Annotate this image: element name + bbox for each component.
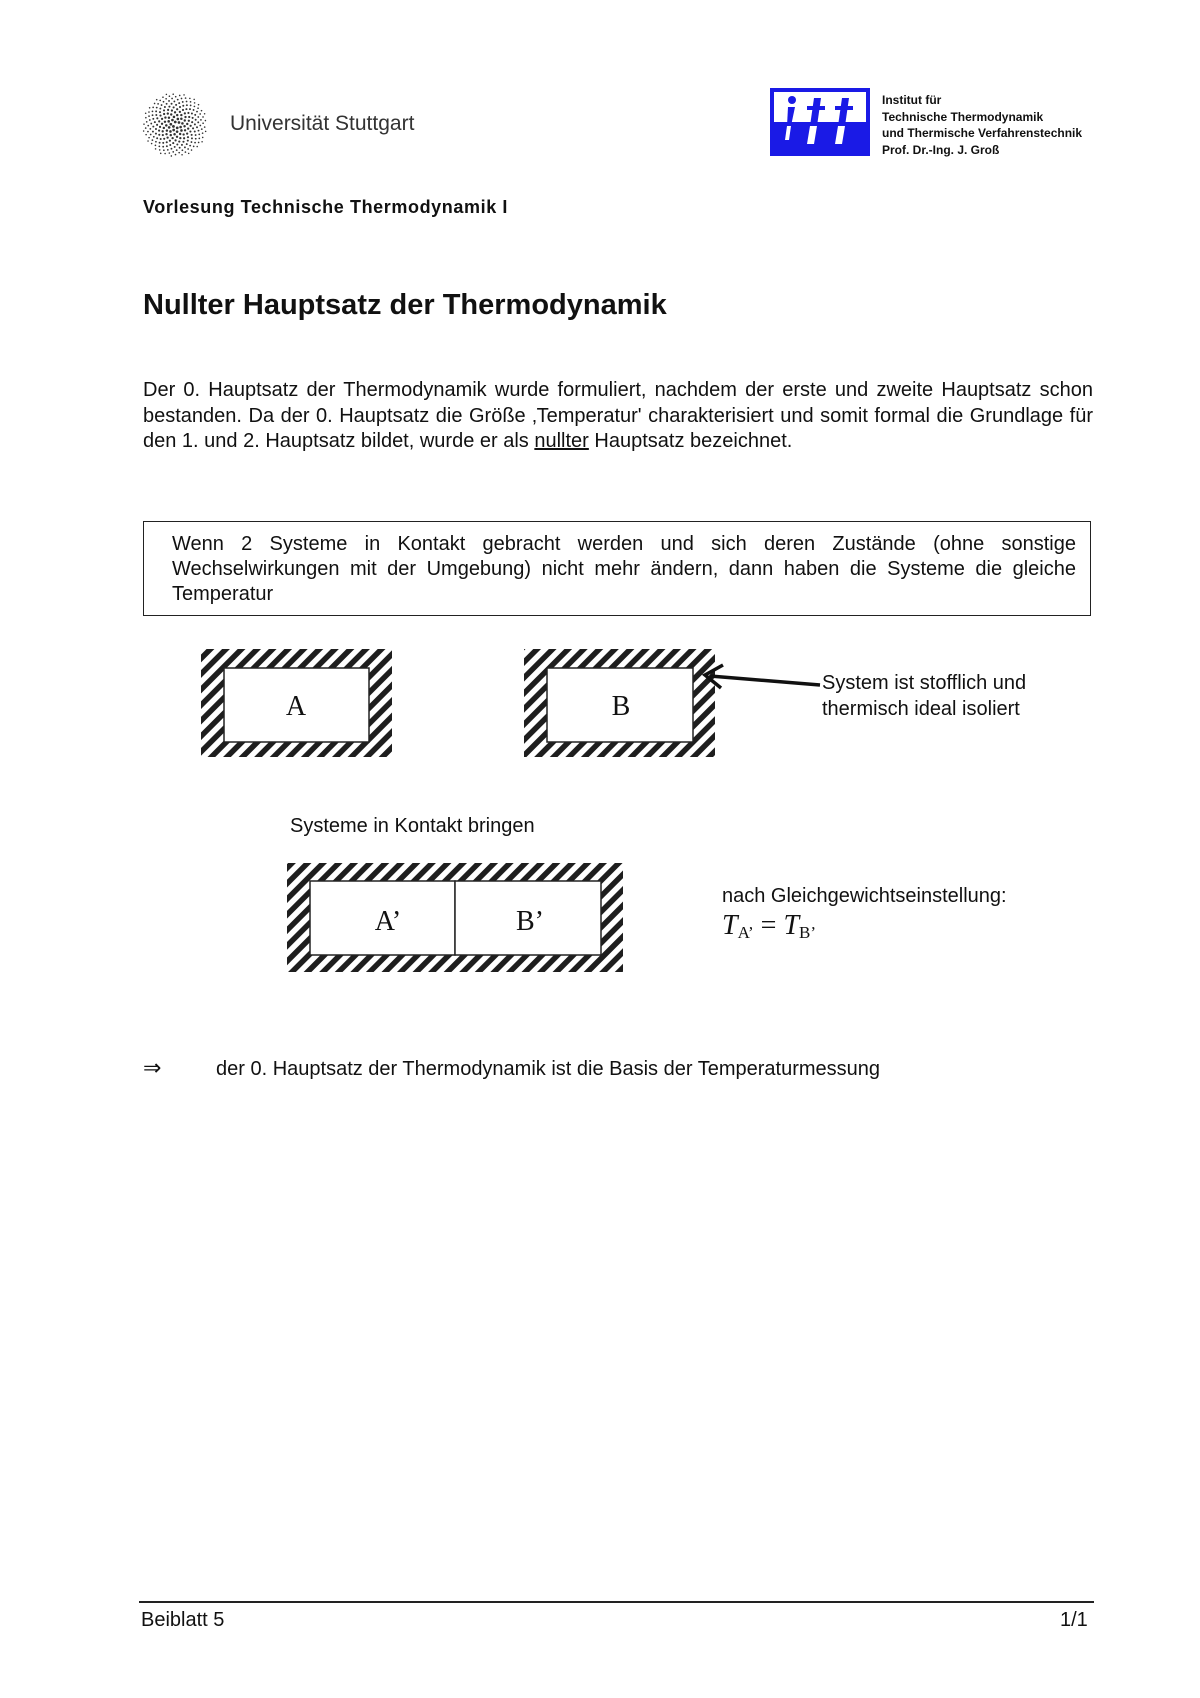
- equation-lhs-symbol: T: [722, 910, 738, 941]
- logo-dot: [192, 127, 194, 129]
- isolation-note-line: thermisch ideal isoliert: [822, 698, 1020, 720]
- logo-dot: [161, 123, 163, 125]
- logo-dot: [173, 106, 175, 108]
- logo-dot: [196, 126, 198, 128]
- logo-dot: [171, 137, 173, 139]
- logo-dot: [163, 149, 165, 151]
- logo-dot: [204, 113, 206, 115]
- logo-dot: [191, 112, 193, 114]
- logo-dot: [171, 148, 173, 150]
- logo-dot: [164, 116, 166, 118]
- logo-dot: [186, 104, 188, 106]
- logo-dot: [179, 133, 181, 135]
- logo-dot: [174, 139, 176, 141]
- logo-dot: [163, 109, 165, 111]
- logo-dot: [185, 108, 187, 110]
- logo-dot: [197, 121, 199, 123]
- logo-dot: [183, 137, 185, 139]
- intro-paragraph: [143, 378, 1093, 455]
- logo-dot: [172, 125, 175, 128]
- logo-dot: [201, 110, 203, 112]
- logo-dot: [182, 133, 184, 135]
- logo-dot: [173, 100, 175, 102]
- logo-dot: [177, 118, 180, 121]
- system-a-prime-label: A’: [374, 906, 402, 937]
- logo-dot: [198, 134, 200, 136]
- logo-dot: [195, 138, 197, 140]
- logo-dot: [172, 142, 174, 144]
- logo-dot: [156, 124, 158, 126]
- logo-dot: [169, 123, 172, 126]
- logo-dot: [149, 119, 151, 121]
- logo-dot: [158, 146, 160, 148]
- logo-dot: [194, 114, 196, 116]
- contact-label: Systeme in Kontakt bringen: [290, 815, 535, 837]
- logo-dot: [185, 97, 187, 99]
- logo-dot: [198, 142, 200, 144]
- logo-dot: [149, 128, 151, 130]
- logo-dot: [176, 144, 178, 146]
- logo-dot: [179, 111, 181, 113]
- footer-sheet-label: Beiblatt 5: [141, 1609, 225, 1631]
- logo-dot: [179, 126, 182, 129]
- logo-dot: [184, 116, 186, 118]
- system-a-label: A: [285, 691, 307, 722]
- logo-dot: [191, 134, 193, 136]
- logo-dot: [155, 110, 157, 112]
- logo-dot: [155, 133, 157, 135]
- logo-dot: [197, 107, 199, 109]
- logo-dot: [161, 104, 163, 106]
- logo-dot: [187, 140, 189, 142]
- logo-dot: [171, 155, 173, 157]
- system-b-label: B: [611, 691, 631, 722]
- logo-dot: [152, 131, 154, 133]
- logo-dot: [148, 111, 150, 113]
- logo-dot: [171, 119, 174, 122]
- logo-dot: [166, 145, 168, 147]
- logo-dot: [172, 93, 174, 95]
- logo-dot: [153, 136, 155, 138]
- logo-dot: [171, 98, 173, 100]
- logo-dot: [179, 147, 181, 149]
- logo-dot: [147, 140, 149, 142]
- logo-dot: [159, 108, 161, 110]
- logo-dot: [190, 101, 192, 103]
- logo-dot: [189, 108, 191, 110]
- logo-dot: [159, 115, 161, 117]
- logo-dot: [180, 114, 182, 116]
- intro-text-before: Der 0. Hauptsatz der Thermodynamik wurde formuliert, nachdem der erste und zweite Hauptsatz schon bestanden. Da der 0. Hauptsatz die Größe ‚Temperatur' charakterisiert und somit formal die Grundlage für den 1. und 2. Hauptsatz bildet, wurde er als: [143, 379, 1093, 452]
- equation-rhs-sub: B’: [799, 923, 817, 942]
- equation-lhs-sub: A’: [737, 923, 754, 942]
- logo-dot: [162, 130, 164, 132]
- logo-dot: [150, 134, 152, 136]
- logo-dot: [156, 99, 158, 101]
- logo-dot: [156, 117, 158, 119]
- logo-dot: [199, 113, 201, 115]
- logo-dot: [155, 148, 157, 150]
- logo-dot: [198, 104, 200, 106]
- logo-dot: [163, 101, 165, 103]
- logo-dot: [179, 137, 181, 139]
- logo-dot: [162, 142, 164, 144]
- logo-dot: [155, 145, 157, 147]
- logo-dot: [201, 128, 203, 130]
- logo-dot: [169, 95, 171, 97]
- logo-dot: [156, 137, 158, 139]
- logo-dot: [158, 134, 160, 136]
- logo-dot: [183, 94, 185, 96]
- logo-dot: [168, 126, 171, 129]
- logo-dot: [167, 120, 170, 123]
- logo-dot: [195, 119, 197, 121]
- institute-line: Technische Thermodynamik: [882, 109, 1044, 124]
- logo-dot: [154, 103, 156, 105]
- logo-dot: [182, 101, 184, 103]
- university-name: Universität Stuttgart: [230, 112, 415, 135]
- logo-dot: [175, 104, 177, 106]
- logo-dot: [194, 142, 196, 144]
- logo-dot: [182, 141, 184, 143]
- logo-dot: [198, 130, 200, 132]
- logo-dot: [196, 111, 198, 113]
- logo-dot: [205, 120, 207, 122]
- logo-dot: [197, 116, 199, 118]
- lecture-title: Vorlesung Technische Thermodynamik I: [143, 197, 509, 217]
- footer-page-number: 1/1: [1060, 1609, 1088, 1631]
- logo-dot: [173, 116, 176, 119]
- logo-dot: [181, 149, 183, 151]
- logo-dot: [184, 146, 186, 148]
- implies-arrow-icon: ⇒: [143, 1056, 162, 1081]
- logo-dot: [174, 111, 176, 113]
- logo-dot: [181, 154, 183, 156]
- logo-dot: [192, 117, 194, 119]
- logo-dot: [190, 125, 192, 127]
- logo-dot: [152, 107, 154, 109]
- logo-dot: [159, 142, 161, 144]
- logo-dot: [181, 122, 184, 125]
- conclusion-text: der 0. Hauptsatz der Thermodynamik ist die Basis der Temperaturmessung: [216, 1058, 881, 1080]
- logo-dot: [193, 99, 195, 101]
- logo-dot: [176, 149, 178, 151]
- logo-dot: [152, 110, 154, 112]
- logo-dot: [195, 134, 197, 136]
- logo-dot: [183, 125, 185, 127]
- logo-dot: [178, 121, 181, 124]
- logo-dot: [194, 123, 196, 125]
- logo-dot: [181, 98, 183, 100]
- intro-underlined-word: nullter: [534, 430, 589, 452]
- logo-dot: [175, 154, 177, 156]
- logo-dot: [160, 153, 162, 155]
- logo-dot: [185, 151, 187, 153]
- university-logo-icon: [142, 92, 208, 158]
- logo-dot: [178, 102, 180, 104]
- logo-dot: [184, 119, 186, 121]
- logo-dot: [169, 140, 171, 142]
- logo-dot: [177, 99, 179, 101]
- logo-dot: [176, 130, 179, 133]
- logo-dot: [174, 121, 177, 124]
- isolation-arrow-line: [710, 676, 820, 685]
- logo-dot: [155, 114, 157, 116]
- logo-dot: [143, 130, 145, 132]
- logo-dot: [189, 98, 191, 100]
- logo-dot: [187, 136, 189, 138]
- logo-dot: [202, 122, 204, 124]
- logo-dot: [148, 137, 150, 139]
- logo-dot: [152, 114, 154, 116]
- logo-dot: [187, 112, 189, 114]
- logo-dot: [170, 134, 172, 136]
- logo-dot: [182, 105, 184, 107]
- logo-dot: [186, 123, 188, 125]
- logo-dot: [187, 148, 189, 150]
- logo-dot: [198, 138, 200, 140]
- logo-dot: [189, 130, 191, 132]
- logo-dot: [187, 127, 189, 129]
- logo-dot: [159, 111, 161, 113]
- logo-dot: [169, 130, 172, 133]
- logo-dot: [145, 113, 147, 115]
- logo-dot: [180, 117, 183, 120]
- equation-operator: =: [760, 910, 777, 941]
- logo-dot: [193, 146, 195, 148]
- logo-dot: [148, 115, 150, 117]
- logo-dot: [176, 108, 178, 110]
- itt-logo-icon: [770, 88, 870, 156]
- logo-dot: [160, 138, 162, 140]
- logo-dot: [172, 129, 175, 132]
- logo-dot: [155, 141, 157, 143]
- logo-dot: [164, 106, 166, 108]
- logo-dot: [194, 102, 196, 104]
- logo-dot: [167, 149, 169, 151]
- logo-dot: [186, 101, 188, 103]
- logo-dot: [158, 130, 160, 132]
- logo-dot: [168, 117, 170, 119]
- logo-dot: [190, 105, 192, 107]
- institute-line: Institut für: [882, 93, 942, 107]
- logo-dot: [188, 153, 190, 155]
- intro-text-after: Hauptsatz bezeichnet.: [588, 430, 793, 452]
- logo-dot: [180, 129, 183, 132]
- logo-dot: [174, 146, 176, 148]
- logo-dot: [166, 136, 168, 138]
- logo-dot: [191, 149, 193, 151]
- logo-dot: [202, 132, 204, 134]
- logo-dot: [157, 103, 159, 105]
- logo-dot: [152, 126, 154, 128]
- logo-dot: [200, 119, 202, 121]
- logo-dot: [159, 126, 161, 128]
- logo-dot: [165, 98, 167, 100]
- logo-dot: [172, 151, 174, 153]
- logo-dot: [178, 141, 180, 143]
- logo-dot: [162, 96, 164, 98]
- logo-dot: [204, 126, 206, 128]
- logo-dot: [205, 131, 207, 133]
- logo-dot: [199, 125, 201, 127]
- logo-dot: [178, 152, 180, 154]
- logo-dot: [151, 143, 153, 145]
- logo-dot: [163, 113, 165, 115]
- footer-divider: [139, 1601, 1094, 1603]
- logo-dot: [166, 94, 168, 96]
- logo-dot: [163, 138, 165, 140]
- logo-dot: [149, 107, 151, 109]
- logo-dot: [147, 131, 149, 133]
- logo-dot: [159, 149, 161, 151]
- logo-dot: [188, 120, 190, 122]
- logo-dot: [168, 100, 170, 102]
- logo-dot: [181, 144, 183, 146]
- logo-dot: [167, 112, 169, 114]
- logo-dot: [201, 141, 203, 143]
- logo-dot: [158, 120, 160, 122]
- law-statement-text: Wenn 2 Systeme in Kontakt gebracht werden und sich deren Zustände (ohne sonstige Wechselwirkungen mit der Umgebung) nicht mehr ändern, dann haben die Systeme die gleiche Temperatur: [172, 533, 1076, 605]
- logo-dot: [164, 121, 166, 123]
- logo-dot: [143, 123, 145, 125]
- logo-dot: [202, 137, 204, 139]
- logo-dot: [166, 103, 168, 105]
- logo-dot: [173, 133, 176, 136]
- logo-dot: [194, 106, 196, 108]
- logo-dot: [146, 121, 148, 123]
- logo-dot: [164, 153, 166, 155]
- logo-dot: [186, 133, 188, 135]
- logo-dot: [162, 134, 164, 136]
- logo-dot: [145, 127, 147, 129]
- isolation-note: [822, 670, 1026, 722]
- logo-dot: [191, 141, 193, 143]
- logo-dot: [162, 146, 164, 148]
- logo-dot: [165, 133, 167, 135]
- logo-dot: [171, 103, 173, 105]
- logo-dot: [191, 137, 193, 139]
- logo-dot: [189, 145, 191, 147]
- logo-dot: [154, 121, 156, 123]
- logo-dot: [176, 136, 178, 138]
- temperature-equation: [722, 910, 816, 943]
- logo-dot: [186, 143, 188, 145]
- logo-dot: [188, 116, 190, 118]
- logo-dot: [145, 117, 147, 119]
- logo-dot: [196, 146, 198, 148]
- institute-line: und Thermische Verfahrenstechnik: [882, 126, 1083, 140]
- logo-dot: [155, 128, 157, 130]
- isolation-note-line: System ist stofflich und: [822, 672, 1027, 694]
- logo-dot: [202, 116, 204, 118]
- logo-dot: [168, 106, 170, 108]
- logo-dot: [166, 141, 168, 143]
- logo-dot: [166, 129, 168, 131]
- system-b-prime-label: B’: [516, 906, 544, 937]
- logo-dot: [176, 127, 179, 130]
- logo-dot: [191, 121, 193, 123]
- logo-dot: [169, 144, 171, 146]
- logo-dot: [170, 113, 172, 115]
- logo-dot: [145, 134, 147, 136]
- logo-dot: [165, 124, 168, 127]
- logo-dot: [161, 118, 163, 120]
- logo-dot: [152, 139, 154, 141]
- logo-dot: [193, 109, 195, 111]
- logo-dot: [171, 109, 173, 111]
- equation-rhs-symbol: T: [783, 910, 800, 941]
- institute-line: Prof. Dr.-Ing. J. Groß: [882, 142, 1000, 157]
- law-statement-box: [143, 521, 1091, 616]
- page-title: Nullter Hauptsatz der Thermodynamik: [143, 289, 667, 321]
- institute-block: [882, 92, 1082, 158]
- logo-dot: [179, 95, 181, 97]
- logo-dot: [159, 100, 161, 102]
- logo-dot: [184, 129, 186, 131]
- logo-dot: [194, 131, 196, 133]
- logo-dot: [147, 125, 149, 127]
- logo-dot: [163, 127, 165, 129]
- logo-dot: [150, 123, 152, 125]
- logo-dot: [169, 152, 171, 154]
- logo-dot: [184, 112, 186, 114]
- logo-dot: [176, 114, 178, 116]
- logo-dot: [152, 118, 154, 120]
- logo-dot: [182, 109, 184, 111]
- logo-dot: [156, 107, 158, 109]
- logo-dot: [175, 96, 177, 98]
- logo-dot: [167, 109, 169, 111]
- equilibrium-label: nach Gleichgewichtseinstellung:: [722, 885, 1007, 907]
- logo-dot: [179, 106, 181, 108]
